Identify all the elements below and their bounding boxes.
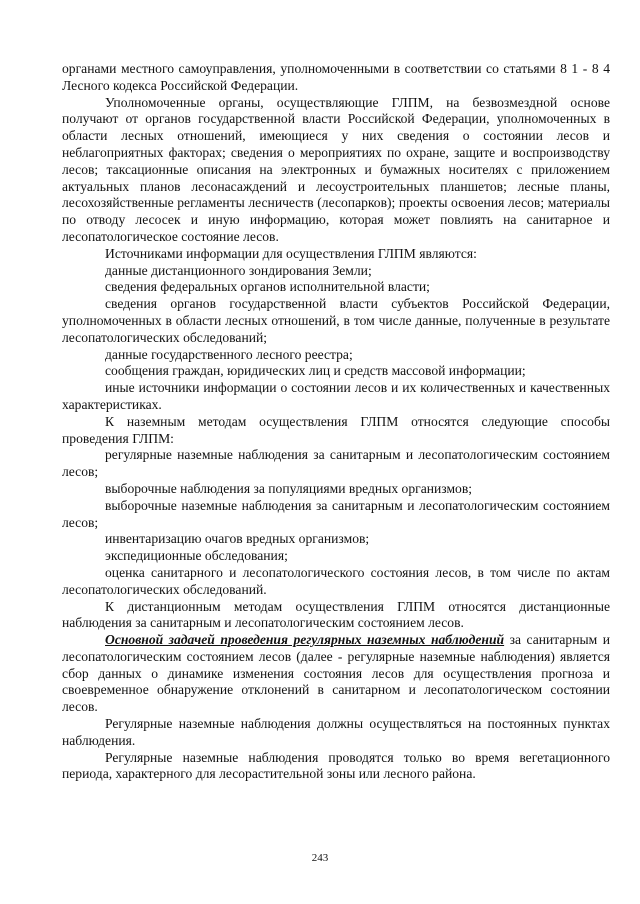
paragraph-remote-methods: К дистанционным методам осуществления ГЛПМ относятся дистанционные наблюдения за санитарным и лесопатологическим состоянием лесов.	[62, 598, 610, 631]
paragraph-permanent-points: Регулярные наземные наблюдения должны осуществляться на постоянных пунктах наблюдения.	[62, 716, 610, 748]
page-body	[62, 61, 610, 783]
paragraph-ground-methods: К наземным методам осуществления ГЛПМ относятся следующие способы проведения ГЛПМ:	[62, 413, 610, 446]
paragraph-main-task-rest: за санитарным и лесопатологическим состоянием лесов (далее - регулярные наземные наблюдения) является сбор данных о динамике изменения состояния лесов для осуществления прогноза и своевременное обнаружение отклонений в санитарном и лесопатологическом состоянии лесов.	[62, 632, 610, 715]
list-item: данные государственного лесного реестра;	[105, 346, 353, 362]
paragraph-2: Уполномоченные органы, осуществляющие ГЛПМ, на безвозмездной основе получают от органов государственной власти Российской Федерации, уполномоченных в области лесных отношений, имеющиеся у них сведения о состоянии лесов и неблагоприятных факторах; сведения о мероприятиях по охране, защите и воспроизводству лесов; таксационные описания на электронных и бумажных носителях с приложением актуальных планов лесонасаждений и лесоустроительных планшетов; лесные планы, лесохозяйственные регламенты лесничеств (лесопарков); проекты освоения лесов; материалы по отводу лесосек и иную информацию, которая может повлиять на санитарное и лесопатологическое состояние лесов.	[62, 94, 610, 244]
list-item: выборочные наблюдения за популяциями вредных организмов;	[105, 480, 473, 496]
list-item: сведения органов государственной власти субъектов Российской Федерации, уполномоченных в области лесных отношений, в том числе данные, полученные в результате лесопатологических обследований;	[62, 296, 610, 345]
list-item: экспедиционные обследования;	[105, 548, 288, 564]
list-item: сообщения граждан, юридических лиц и средств массовой информации;	[105, 363, 526, 379]
list-item: данные дистанционного зондирования Земли;	[105, 262, 372, 278]
emphasized-phrase: Основной задачей проведения регулярных наземных наблюдений	[105, 632, 505, 648]
list-item: иные источники информации о состоянии лесов и их количественных и качественных характеристиках.	[62, 380, 610, 412]
list-item: инвентаризацию очагов вредных организмов;	[105, 531, 370, 547]
list-item: регулярные наземные наблюдения за санитарным и лесопатологическим состоянием лесов;	[62, 447, 610, 480]
list-item: выборочные наземные наблюдения за санитарным и лесопатологическим состоянием лесов;	[62, 497, 610, 530]
paragraph-3: Источниками информации для осуществления ГЛПМ являются:	[105, 245, 477, 261]
paragraph-main-task	[62, 632, 610, 716]
paragraph-1: органами местного самоуправления, уполномоченными в соответствии со статьями 8 1 - 8 4 Лесного кодекса Российской Федерации.	[62, 61, 610, 93]
paragraph-vegetation-period: Регулярные наземные наблюдения проводятся только во время вегетационного периода, характерного для лесорастительной зоны или лесного района.	[62, 749, 610, 782]
list-item: сведения федеральных органов исполнительной власти;	[105, 279, 430, 295]
page-number: 243	[311, 852, 329, 864]
list-item: оценка санитарного и лесопатологического состояния лесов, в том числе по актам лесопатологических обследований.	[62, 564, 610, 597]
